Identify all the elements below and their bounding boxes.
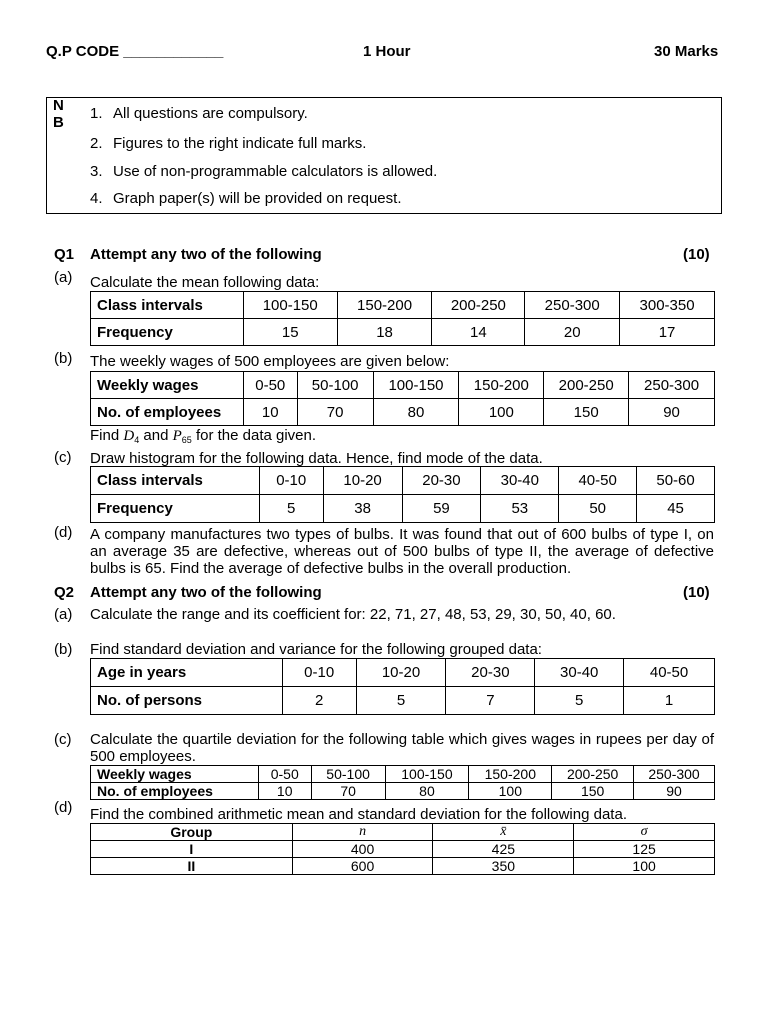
table-cell: 70 [311, 783, 385, 800]
q1a-label: (a) [54, 269, 73, 286]
table-cell: 10-20 [323, 467, 402, 495]
q1c-table [90, 466, 715, 523]
instruction-item: 2. Figures to the right indicate full marks. [90, 135, 367, 152]
q1d-label: (d) [54, 524, 73, 541]
table-cell: 20-30 [402, 467, 481, 495]
instruction-item: 1. All questions are compulsory. [90, 105, 308, 122]
table-cell: 1 [624, 687, 715, 715]
table-cell: 2 [282, 687, 356, 715]
table-cell: 350 [433, 858, 574, 875]
table-cell: 20-30 [446, 659, 535, 687]
table-cell: 100 [459, 399, 544, 426]
instruction-item: 3. Use of non-programmable calculators is allowed. [90, 163, 438, 180]
table-cell: 10-20 [356, 659, 446, 687]
table-cell: 80 [373, 399, 459, 426]
table-cell: 38 [323, 495, 402, 523]
table-cell: 100-150 [385, 766, 469, 783]
table-cell: 100-150 [373, 372, 459, 399]
total-marks: 30 Marks [654, 43, 719, 60]
table-cell: 5 [535, 687, 624, 715]
table-cell: 150 [552, 783, 634, 800]
q1a-text: Calculate the mean following data: [90, 274, 320, 291]
table-cell: I [91, 841, 293, 858]
table-cell: 150-200 [459, 372, 544, 399]
nb-label-n: N [53, 97, 64, 114]
q1b-table [90, 371, 715, 426]
table-cell: 150 [544, 399, 629, 426]
table-cell: 125 [574, 841, 715, 858]
table-cell: 5 [356, 687, 446, 715]
table-cell: 10 [243, 399, 297, 426]
q1-marks: (10) [683, 246, 710, 263]
table-cell: 15 [243, 319, 337, 346]
q2a-label: (a) [54, 606, 73, 623]
table-header-cell: x̄ [433, 824, 574, 841]
table-cell: 200-250 [432, 292, 525, 319]
table-cell: Class intervals [91, 292, 244, 319]
table-cell: 18 [337, 319, 432, 346]
table-cell: Age in years [91, 659, 283, 687]
q2c-text: Calculate the quartile deviation for the following table which gives wages in rupees per day of 500 employees. [90, 731, 714, 765]
q1-number: Q1 [54, 246, 75, 263]
q1b-label: (b) [54, 350, 73, 367]
q2-number: Q2 [54, 584, 75, 601]
table-cell: 0-50 [243, 372, 297, 399]
table-cell: 80 [385, 783, 469, 800]
table-cell: 40-50 [624, 659, 715, 687]
table-cell: 100-150 [243, 292, 337, 319]
table-cell: 100 [469, 783, 552, 800]
table-cell: 7 [446, 687, 535, 715]
table-cell: 250-300 [634, 766, 715, 783]
table-cell: 30-40 [481, 467, 559, 495]
table-header-cell: σ [574, 824, 715, 841]
table-cell: 70 [297, 399, 373, 426]
q1-title: Attempt any two of the following [90, 246, 322, 263]
q1b-find-text: Find $D_4$ and $P_{65}$ for the data given. [90, 427, 317, 445]
table-header-cell: n [292, 824, 433, 841]
table-cell: Weekly wages [91, 372, 244, 399]
table-cell: 200-250 [544, 372, 629, 399]
table-cell: 10 [258, 783, 311, 800]
table-cell: 50-100 [311, 766, 385, 783]
table-cell: No. of persons [91, 687, 283, 715]
table-cell: 300-350 [620, 292, 715, 319]
table-cell: 30-40 [535, 659, 624, 687]
table-cell: 53 [481, 495, 559, 523]
table-cell: 150-200 [337, 292, 432, 319]
table-cell: 250-300 [525, 292, 620, 319]
table-cell: No. of employees [91, 783, 259, 800]
table-cell: 90 [634, 783, 715, 800]
instruction-item: 4. Graph paper(s) will be provided on request. [90, 190, 402, 207]
table-cell: 600 [292, 858, 433, 875]
qp-code: Q.P CODE ____________ [46, 43, 224, 60]
q2b-text: Find standard deviation and variance for the following grouped data: [90, 641, 542, 658]
table-cell: 0-50 [258, 766, 311, 783]
table-cell: Class intervals [91, 467, 260, 495]
table-cell: 50-60 [637, 467, 715, 495]
table-header-cell: Group [91, 824, 293, 841]
q2d-table [90, 823, 715, 875]
table-cell: Weekly wages [91, 766, 259, 783]
table-cell: II [91, 858, 293, 875]
q2c-label: (c) [54, 731, 72, 748]
q1c-label: (c) [54, 449, 72, 466]
table-cell: No. of employees [91, 399, 244, 426]
q1b-text: The weekly wages of 500 employees are given below: [90, 353, 450, 370]
q1a-table [90, 291, 715, 346]
q2c-table [90, 765, 715, 800]
table-cell: 90 [629, 399, 715, 426]
table-cell: 5 [259, 495, 323, 523]
q2b-table [90, 658, 715, 715]
table-cell: 14 [432, 319, 525, 346]
table-cell: 59 [402, 495, 481, 523]
duration: 1 Hour [363, 43, 411, 60]
table-cell: 17 [620, 319, 715, 346]
nb-label-b: B [53, 114, 64, 131]
q2a-text: Calculate the range and its coefficient for: 22, 71, 27, 48, 53, 29, 30, 50, 40, 60. [90, 606, 616, 623]
table-cell: Frequency [91, 319, 244, 346]
table-cell: 250-300 [629, 372, 715, 399]
table-cell: 50-100 [297, 372, 373, 399]
table-cell: 100 [574, 858, 715, 875]
table-cell: 40-50 [559, 467, 637, 495]
q2-title: Attempt any two of the following [90, 584, 322, 601]
table-cell: 400 [292, 841, 433, 858]
q2d-label: (d) [54, 799, 73, 816]
table-cell: 425 [433, 841, 574, 858]
table-cell: 20 [525, 319, 620, 346]
q2d-text: Find the combined arithmetic mean and standard deviation for the following data. [90, 806, 627, 823]
table-cell: 0-10 [282, 659, 356, 687]
q2b-label: (b) [54, 641, 73, 658]
table-cell: 45 [637, 495, 715, 523]
table-cell: 50 [559, 495, 637, 523]
q1d-text: A company manufactures two types of bulbs. It was found that out of 600 bulbs of type I, on an average 35 are defective, whereas out of 500 bulbs of type II, the average of defective bulbs is 65. Find the average of defective bulbs in the overall production. [90, 526, 714, 577]
q1c-text: Draw histogram for the following data. Hence, find mode of the data. [90, 450, 543, 467]
table-cell: Frequency [91, 495, 260, 523]
table-cell: 200-250 [552, 766, 634, 783]
table-cell: 0-10 [259, 467, 323, 495]
table-cell: 150-200 [469, 766, 552, 783]
q2-marks: (10) [683, 584, 710, 601]
